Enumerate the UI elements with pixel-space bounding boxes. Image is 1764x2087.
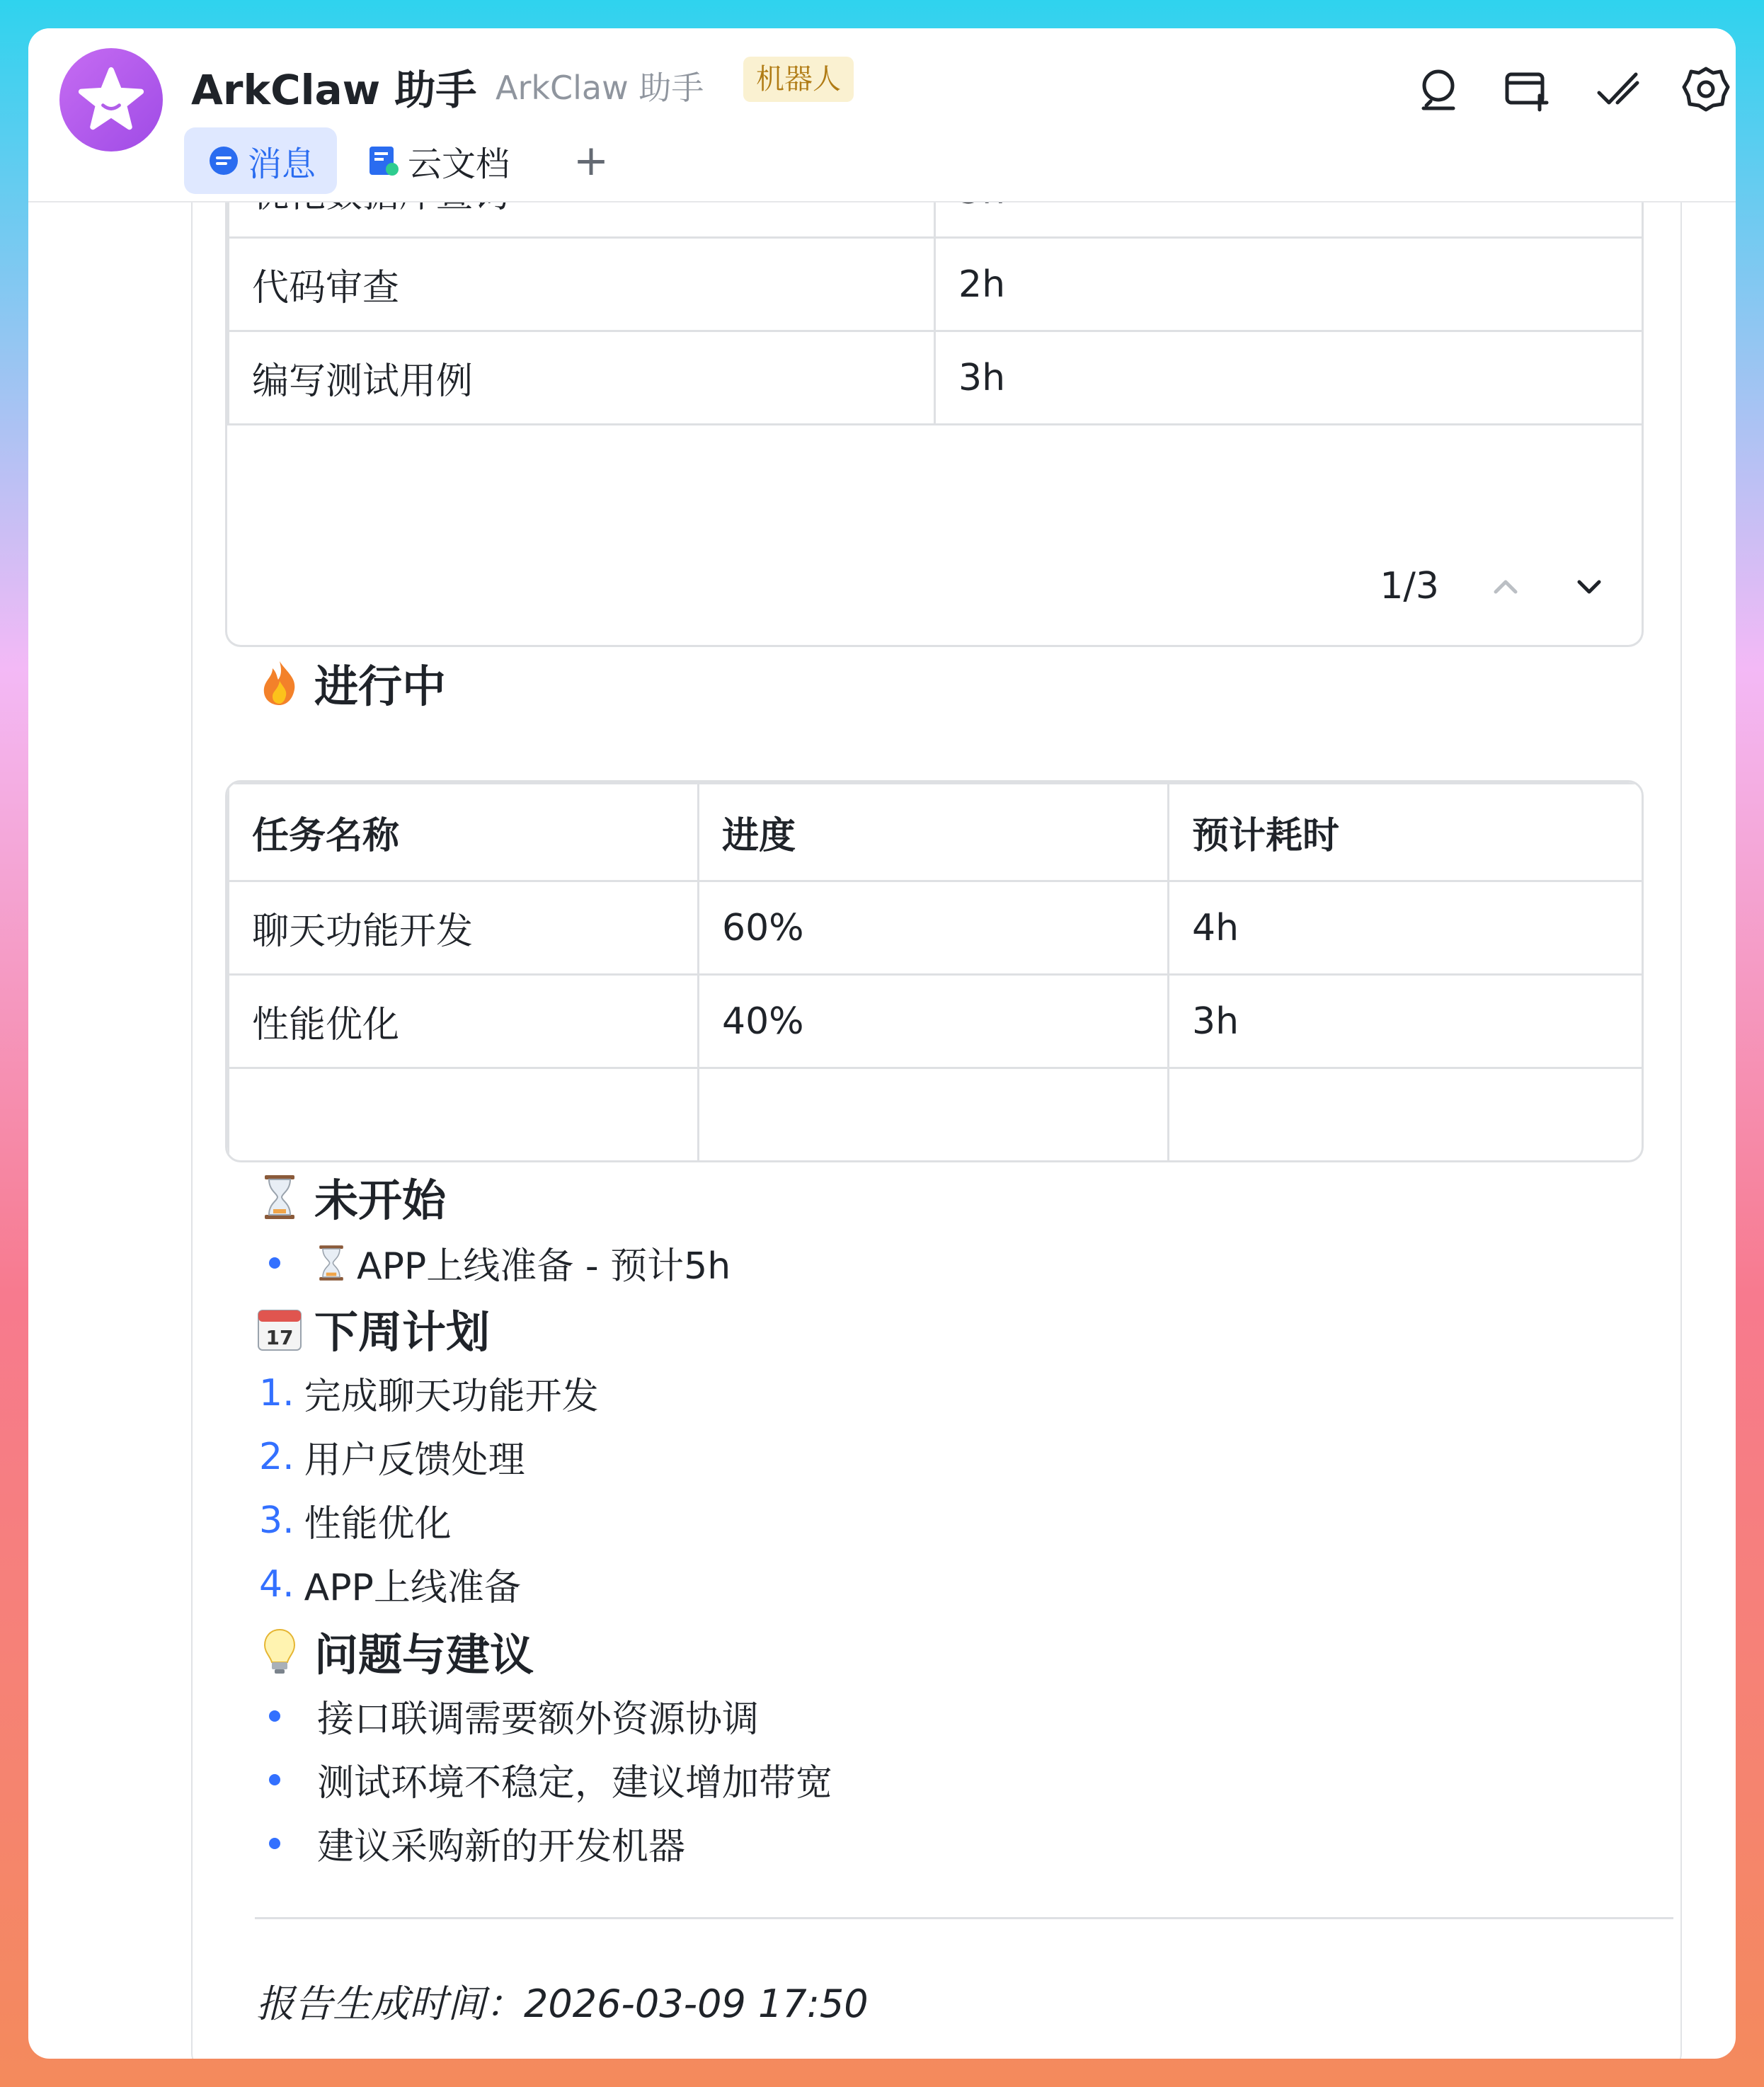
section-next-week (256, 1297, 490, 1360)
bullet-dot (269, 1710, 280, 1722)
list-item-text: 性能优化 (304, 1503, 452, 1545)
chevron-up-icon[interactable] (1489, 569, 1523, 603)
edit-check-icon[interactable] (1588, 59, 1648, 119)
calendar-icon (256, 1305, 303, 1352)
section-title: 问题与建议 (314, 1629, 534, 1681)
list-item-text: APP上线准备 (304, 1567, 521, 1609)
section-title: 进行中 (314, 661, 447, 712)
search-icon[interactable] (1409, 59, 1468, 119)
list-item-text: 建议采购新的开发机器 (317, 1826, 686, 1868)
table-cell: 40% (699, 975, 1169, 1068)
section-issues (256, 1620, 534, 1683)
table-cell: 3h (1169, 975, 1644, 1068)
pager-text: 1/3 (1380, 565, 1439, 607)
chat-subtitle: ArkClaw 助手 (496, 69, 704, 107)
table-cell: 60% (699, 881, 1169, 975)
divider (255, 1917, 1673, 1919)
bullet-dot (269, 1257, 280, 1269)
list-number: 1. (259, 1371, 294, 1414)
table-cell: 聊天功能开发 (229, 881, 699, 975)
svg-text:17: 17 (265, 1325, 294, 1349)
table-row (229, 331, 1644, 425)
table-cell (699, 1068, 1169, 1162)
table-row (229, 881, 1644, 975)
list-item (259, 1494, 452, 1547)
list-item (259, 1366, 599, 1419)
list-number: 3. (259, 1499, 294, 1542)
table-row (229, 238, 1644, 331)
chat-header (28, 28, 1736, 202)
report-card (191, 135, 1682, 2059)
list-item-text: 完成聊天功能开发 (304, 1376, 599, 1418)
hourglass-icon (317, 1244, 345, 1282)
section-title: 下周计划 (314, 1306, 491, 1358)
settings-icon[interactable] (1676, 59, 1736, 119)
section-in-progress (256, 651, 446, 714)
doc-icon (368, 145, 399, 176)
in-progress-table (225, 780, 1644, 1162)
chat-title: ArkClaw 助手 (191, 66, 477, 114)
star-icon (77, 66, 145, 134)
bot-badge: 机器人 (743, 57, 854, 102)
list-item (256, 1817, 685, 1870)
tab-messages[interactable] (184, 127, 337, 194)
list-item-text: APP上线准备 - 预计5h (357, 1245, 731, 1288)
list-item-text: 接口联调需要额外资源协调 (317, 1698, 760, 1741)
bullet-dot (269, 1838, 280, 1849)
list-item-text: 测试环境不稳定，建议增加带宽 (317, 1762, 833, 1805)
table-cell: 编写测试用例 (229, 331, 935, 425)
table-cell: 4h (1169, 881, 1644, 975)
table-cell: 性能优化 (229, 975, 699, 1068)
list-number: 4. (259, 1562, 294, 1606)
table-pager (227, 527, 1642, 645)
app-window (28, 28, 1736, 2059)
column-header: 预计耗时 (1169, 784, 1644, 881)
table-row (229, 1068, 1644, 1162)
table-cell: 2h (935, 238, 1644, 331)
list-item (256, 1753, 832, 1806)
table-cell (1169, 1068, 1644, 1162)
bot-avatar[interactable] (59, 48, 163, 151)
hourglass-icon (256, 1174, 303, 1220)
report-timestamp: 报告生成时间：2026-03-09 17:50 (256, 1982, 869, 2026)
list-number: 2. (259, 1435, 294, 1478)
chevron-down-icon[interactable] (1572, 569, 1606, 603)
table-cell: 3h (935, 331, 1644, 425)
table-cell: 代码审查 (229, 238, 935, 331)
tab-cloud-docs-label: 云文档 (408, 144, 510, 184)
table-header-row (229, 784, 1644, 881)
add-tab-button[interactable]: + (573, 136, 609, 185)
list-item (256, 1236, 731, 1289)
message-bubble-icon (208, 145, 239, 176)
column-header: 任务名称 (229, 784, 699, 881)
lightbulb-icon (256, 1628, 303, 1675)
column-header: 进度 (699, 784, 1169, 881)
section-not-started (256, 1165, 446, 1228)
bullet-dot (269, 1774, 280, 1785)
tab-cloud-docs[interactable] (368, 127, 510, 194)
fire-icon (256, 660, 303, 707)
tab-messages-label: 消息 (248, 144, 316, 184)
new-window-icon[interactable] (1498, 59, 1557, 119)
table-row (229, 975, 1644, 1068)
list-item (259, 1430, 525, 1483)
list-item (256, 1689, 759, 1742)
table-cell (229, 1068, 699, 1162)
list-item-text: 用户反馈处理 (304, 1439, 525, 1482)
list-item (259, 1557, 521, 1611)
section-title: 未开始 (314, 1174, 447, 1226)
